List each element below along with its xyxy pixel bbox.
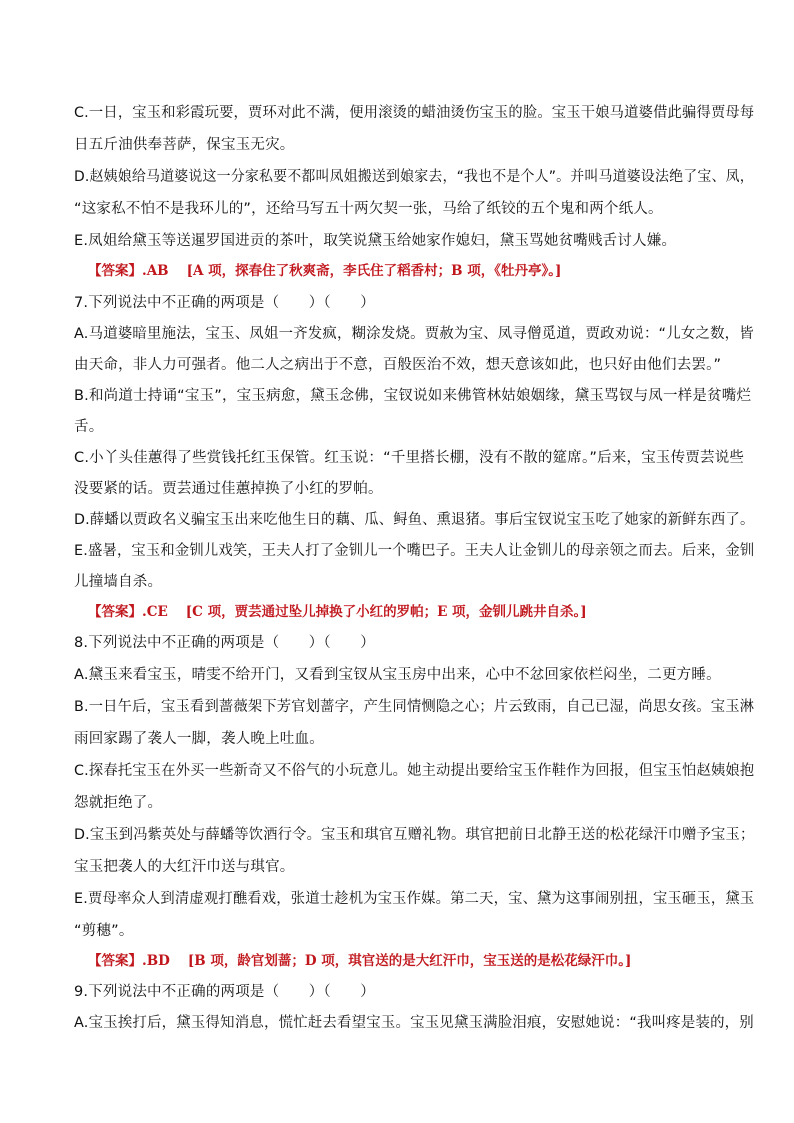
q8-option-a-line1: A.黛玉来看宝玉，晴雯不给开门，又看到宝钗从宝玉房中出来，心中不忿回家依栏闷坐，二更方睡。 bbox=[74, 667, 721, 683]
answer-explanation: [A 项，探春住了秋爽斋，李氏住了稻香村；B 项，《牡丹亭》。] bbox=[186, 263, 562, 279]
q7-answer bbox=[88, 603, 587, 621]
q8-option-b-line2: 雨回家踢了袭人一脚，袭人晚上吐血。 bbox=[74, 731, 324, 747]
answer-explanation: [B 项，龄官划蔷；D 项，琪官送的是大红汗巾，宝玉送的是松花绿汗巾。] bbox=[187, 953, 632, 969]
answer-label: 【答案】.AB bbox=[88, 263, 169, 279]
q8-option-e-line1: E.贾母率众人到清虚观打醮看戏，张道士趁机为宝玉作媒。第二天，宝、黛为这事闹别扭，宝玉砸玉，黛玉 bbox=[74, 891, 755, 907]
q7-option-b-line2: 舌。 bbox=[74, 419, 104, 435]
q7-option-d-line1: D.薛蟠以贾政名义骗宝玉出来吃他生日的藕、瓜、鲟鱼、熏退猪。事后宝钗说宝玉吃了她家的新鲜东西了。 bbox=[74, 512, 755, 528]
q9-option-a-line1: A.宝玉挨打后，黛玉得知消息，慌忙赶去看望宝玉。宝玉见黛玉满脸泪痕，安慰她说：“我叫疼是装的，别 bbox=[74, 1015, 754, 1031]
answer-label: 【答案】.BD bbox=[88, 953, 170, 969]
q7-option-b-line1: B.和尚道士持诵“宝玉”，宝玉病愈，黛玉念佛，宝钗说如来佛管林姑娘姻缘，黛玉骂钗与凤一样是贫嘴烂 bbox=[74, 388, 752, 404]
q6-option-d-line2: “这家私不怕不是我环儿的”，还给马写五十两欠契一张，马给了纸铰的五个鬼和两个纸人。 bbox=[74, 201, 663, 217]
q8-option-d-line2: 宝玉把袭人的大红汗巾送与琪官。 bbox=[74, 859, 295, 875]
q7-option-a-line2: 由天命，非人力可强者。他二人之病出于不意，百般医治不效，想天意该如此，也只好由他们去罢。” bbox=[74, 357, 722, 373]
q6-option-e-line1: E.凤姐给黛玉等送暹罗国进贡的茶叶，取笑说黛玉给她家作媳妇，黛玉骂她贫嘴贱舌讨人嫌。 bbox=[74, 233, 677, 249]
q7-option-e-line2: 儿撞墙自杀。 bbox=[74, 574, 163, 590]
q7-option-e-line1: E.盛暑，宝玉和金钏儿戏笑，王夫人打了金钏儿一个嘴巴子。王夫人让金钏儿的母亲领之而去。后来，金钏 bbox=[74, 543, 755, 559]
q9-stem: 9.下列说法中不正确的两项是（ ）（ ） bbox=[74, 984, 375, 1000]
q7-stem: 7.下列说法中不正确的两项是（ ）（ ） bbox=[74, 295, 375, 311]
q8-option-b-line1: B.一日午后，宝玉看到蔷薇架下芳官划蔷字，产生同情恻隐之心；片云致雨，自己已湿，尚思女孩。宝玉淋 bbox=[74, 699, 755, 715]
q7-option-c-line2: 没要紧的话。贾芸通过佳蕙掉换了小红的罗帕。 bbox=[74, 481, 383, 497]
q6-option-c-line1: C.一日，宝玉和彩霞玩要，贾环对此不满，便用滚烫的蜡油烫伤宝玉的脸。宝玉干娘马道婆借此骗得贾母每 bbox=[74, 105, 755, 121]
q7-option-c-line1: C.小丫头佳蕙得了些赏钱托红玉保管。红玉说：“千里搭长棚，没有不散的筵席。”后来，宝玉传贾芸说些 bbox=[74, 450, 745, 466]
q8-answer bbox=[88, 952, 631, 970]
answer-explanation: [C 项，贾芸通过坠儿掉换了小红的罗帕；E 项，金钏儿跳井自杀。] bbox=[185, 604, 587, 620]
q8-option-d-line1: D.宝玉到冯紫英处与薛蟠等饮酒行令。宝玉和琪官互赠礼物。琪官把前日北静王送的松花绿汗巾赠予宝玉； bbox=[74, 827, 755, 843]
q8-option-c-line1: C.探春托宝玉在外买一些新奇又不俗气的小玩意儿。她主动提出要给宝玉作鞋作为回报，但宝玉怕赵姨娘抱 bbox=[74, 763, 755, 779]
q8-option-c-line2: 怨就拒绝了。 bbox=[74, 795, 163, 811]
q8-option-e-line2: “剪穗”。 bbox=[74, 923, 134, 939]
q7-option-a-line1: A.马道婆暗里施法，宝玉、凤姐一齐发疯，糊涂发烧。贾赦为宝、凤寻僧觅道，贾政劝说：“儿女之数，皆 bbox=[74, 326, 754, 342]
q8-stem: 8.下列说法中不正确的两项是（ ）（ ） bbox=[74, 635, 375, 651]
answer-label: 【答案】.CE bbox=[88, 604, 168, 620]
q6-answer bbox=[88, 262, 561, 280]
q6-option-d-line1: D.赵姨娘给马道婆说这一分家私要不都叫凤姐搬送到娘家去，“我也不是个人”。并叫马道婆设法绝了宝、凤， bbox=[74, 169, 754, 185]
q6-option-c-line2: 日五斤油供奉菩萨，保宝玉无灾。 bbox=[74, 137, 295, 153]
